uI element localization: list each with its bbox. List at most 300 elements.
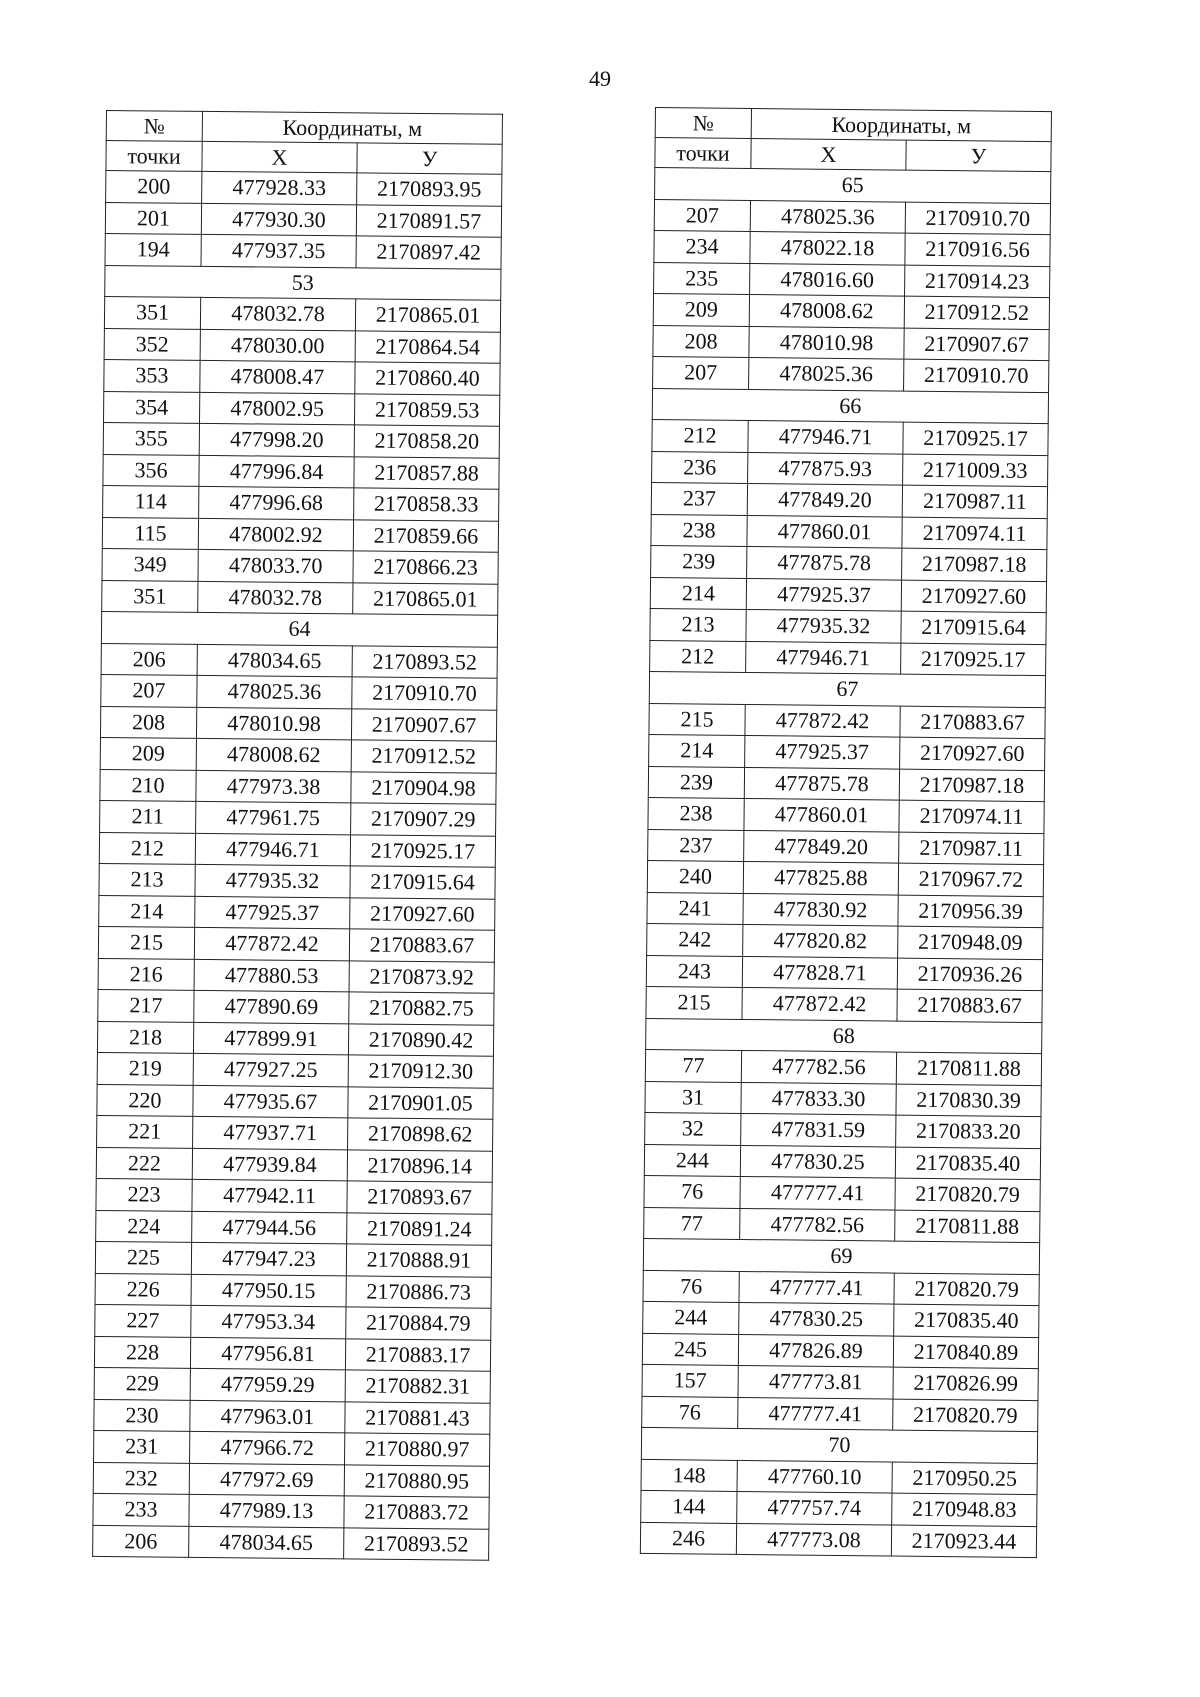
point-number-cell: 77 <box>645 1049 741 1082</box>
x-coordinate-cell: 477942.11 <box>192 1179 347 1212</box>
point-number-cell: 218 <box>97 1021 193 1053</box>
table-row <box>640 1522 1036 1558</box>
x-header: Х <box>751 139 906 171</box>
table-row <box>650 608 1046 644</box>
table-body <box>640 168 1051 1558</box>
point-number-cell: 206 <box>93 1525 189 1557</box>
table-row <box>644 1207 1040 1243</box>
x-coordinate-cell: 477939.84 <box>192 1148 347 1181</box>
y-coordinate-cell: 2170881.43 <box>345 1401 490 1434</box>
point-number-cell: 215 <box>649 703 745 736</box>
y-coordinate-cell: 2170950.25 <box>892 1462 1037 1495</box>
table-row <box>654 199 1050 235</box>
y-coordinate-cell: 2170893.52 <box>344 1527 489 1560</box>
point-number-cell: 215 <box>98 926 194 958</box>
point-number-cell: 76 <box>643 1270 739 1303</box>
x-coordinate-cell: 477826.89 <box>738 1334 893 1367</box>
point-number-cell: 212 <box>652 419 748 452</box>
point-number-cell: 224 <box>96 1210 192 1242</box>
y-coordinate-cell: 2170910.70 <box>905 202 1050 235</box>
x-coordinate-cell: 478025.36 <box>749 357 904 390</box>
point-number-cell: 213 <box>650 608 746 641</box>
point-number-cell: 234 <box>654 230 750 263</box>
y-coordinate-cell: 2170888.91 <box>346 1244 491 1277</box>
x-coordinate-cell: 477953.34 <box>191 1305 346 1338</box>
x-coordinate-cell: 477935.32 <box>195 864 350 897</box>
point-number-cell: 227 <box>95 1304 191 1336</box>
point-number-cell: 228 <box>94 1336 190 1368</box>
section-label: 68 <box>646 1018 1042 1054</box>
x-coordinate-cell: 477833.30 <box>741 1082 896 1115</box>
x-coordinate-cell: 477998.20 <box>199 423 354 456</box>
section-label: 70 <box>641 1427 1037 1463</box>
table-row <box>643 1270 1039 1306</box>
table-row <box>651 545 1047 581</box>
y-coordinate-cell: 2170880.97 <box>345 1433 490 1466</box>
table-row <box>647 860 1043 896</box>
point-number-cell: 220 <box>97 1084 193 1116</box>
x-coordinate-cell: 477880.53 <box>194 959 349 992</box>
table-row <box>104 391 500 426</box>
y-header: У <box>906 140 1051 172</box>
table-row <box>654 230 1050 266</box>
y-coordinate-cell: 2170907.67 <box>351 708 496 741</box>
y-coordinate-cell: 2170865.01 <box>353 582 498 615</box>
point-number-cell: 241 <box>647 892 743 925</box>
point-number-header-line2: точки <box>106 141 202 172</box>
x-coordinate-cell: 478034.65 <box>189 1526 344 1559</box>
point-number-cell: 211 <box>100 800 196 832</box>
table-row <box>96 1210 492 1245</box>
point-number-cell: 239 <box>648 766 744 799</box>
x-coordinate-cell: 477996.84 <box>199 455 354 488</box>
point-number-cell: 157 <box>642 1364 738 1397</box>
y-coordinate-cell: 2170956.39 <box>898 895 1043 928</box>
point-number-cell: 352 <box>104 328 200 360</box>
y-coordinate-cell: 2170859.53 <box>354 393 499 426</box>
x-coordinate-cell: 478008.47 <box>200 360 355 393</box>
x-coordinate-cell: 477989.13 <box>189 1494 344 1527</box>
table-row <box>646 955 1042 991</box>
x-coordinate-cell: 477872.42 <box>745 704 900 737</box>
section-row <box>652 388 1048 424</box>
point-number-cell: 216 <box>98 958 194 990</box>
table-row <box>648 829 1044 865</box>
point-number-cell: 76 <box>642 1396 738 1429</box>
x-coordinate-cell: 478032.78 <box>198 581 353 614</box>
y-coordinate-cell: 2170987.18 <box>902 548 1047 581</box>
y-coordinate-cell: 2170884.79 <box>346 1307 491 1340</box>
point-number-cell: 238 <box>648 797 744 830</box>
point-number-cell: 353 <box>104 359 200 391</box>
point-number-cell: 354 <box>104 391 200 423</box>
y-coordinate-cell: 2170882.31 <box>345 1370 490 1403</box>
x-coordinate-cell: 477946.71 <box>746 641 901 674</box>
y-coordinate-cell: 2170883.67 <box>349 929 494 962</box>
y-coordinate-cell: 2170883.67 <box>900 706 1045 739</box>
x-coordinate-cell: 477825.88 <box>743 861 898 894</box>
y-coordinate-cell: 2170833.20 <box>896 1115 1041 1148</box>
point-number-cell: 351 <box>102 580 198 612</box>
y-coordinate-cell: 2170914.23 <box>905 265 1050 298</box>
table-row <box>97 1052 493 1087</box>
table-row <box>95 1273 491 1308</box>
y-coordinate-cell: 2170858.33 <box>354 488 499 521</box>
section-row <box>105 265 501 300</box>
point-number-cell: 239 <box>651 545 747 578</box>
x-coordinate-cell: 477777.41 <box>740 1176 895 1209</box>
point-number-cell: 213 <box>99 863 195 895</box>
table-row <box>94 1336 490 1371</box>
x-coordinate-cell: 478008.62 <box>196 738 351 771</box>
point-number-cell: 236 <box>652 451 748 484</box>
table-row <box>646 986 1042 1022</box>
table-row <box>652 419 1048 455</box>
x-coordinate-cell: 477890.69 <box>194 990 349 1023</box>
table-row <box>97 1084 493 1119</box>
coordinates-header: Координаты, м <box>202 111 502 144</box>
y-coordinate-cell: 2170987.11 <box>899 832 1044 865</box>
point-number-cell: 222 <box>96 1147 192 1179</box>
point-number-cell: 214 <box>649 734 745 767</box>
y-coordinate-cell: 2170883.72 <box>344 1496 489 1529</box>
x-coordinate-cell: 478025.36 <box>197 675 352 708</box>
point-number-cell: 200 <box>106 171 202 203</box>
table-row <box>645 1049 1041 1085</box>
table-row <box>647 892 1043 928</box>
y-coordinate-cell: 2170859.66 <box>353 519 498 552</box>
table-row <box>651 482 1047 518</box>
table-row <box>653 325 1049 361</box>
y-coordinate-cell: 2170866.23 <box>353 551 498 584</box>
point-number-cell: 208 <box>100 706 196 738</box>
x-coordinate-cell: 477860.01 <box>744 798 899 831</box>
x-coordinate-cell: 478034.65 <box>197 644 352 677</box>
y-coordinate-cell: 2170915.64 <box>901 611 1046 644</box>
y-coordinate-cell: 2170904.98 <box>351 771 496 804</box>
table-row <box>642 1396 1038 1432</box>
x-coordinate-cell: 477925.37 <box>746 578 901 611</box>
table-header <box>106 111 503 175</box>
point-number-cell: 76 <box>644 1175 740 1208</box>
table-row <box>93 1493 489 1528</box>
table-row <box>641 1490 1037 1526</box>
table-row <box>644 1175 1040 1211</box>
point-number-cell: 237 <box>648 829 744 862</box>
point-number-cell: 221 <box>97 1115 193 1147</box>
point-number-cell: 77 <box>644 1207 740 1240</box>
point-number-cell: 230 <box>94 1399 190 1431</box>
y-coordinate-cell: 2170907.67 <box>904 328 1049 361</box>
x-coordinate-cell: 477820.82 <box>743 924 898 957</box>
y-coordinate-cell: 2170967.72 <box>898 863 1043 896</box>
x-coordinate-cell: 478002.95 <box>199 392 354 425</box>
section-row <box>643 1238 1039 1274</box>
point-number-cell: 209 <box>653 293 749 326</box>
table-row <box>94 1430 490 1465</box>
table-row <box>102 580 498 615</box>
table-row <box>105 202 501 237</box>
table-row <box>96 1178 492 1213</box>
x-coordinate-cell: 477946.71 <box>748 420 903 453</box>
table-row <box>98 989 494 1024</box>
table-row <box>94 1399 490 1434</box>
y-coordinate-cell: 2171009.33 <box>903 454 1048 487</box>
section-row <box>646 1018 1042 1054</box>
y-coordinate-cell: 2170811.88 <box>896 1052 1041 1085</box>
y-coordinate-cell: 2170912.30 <box>348 1055 493 1088</box>
x-coordinate-cell: 477927.25 <box>193 1053 348 1086</box>
y-coordinate-cell: 2170925.17 <box>350 834 495 867</box>
point-number-cell: 219 <box>97 1052 193 1084</box>
x-coordinate-cell: 477944.56 <box>192 1211 347 1244</box>
table-row <box>100 769 496 804</box>
y-coordinate-cell: 2170910.70 <box>904 359 1049 392</box>
y-coordinate-cell: 2170948.83 <box>892 1493 1037 1526</box>
y-coordinate-cell: 2170864.54 <box>355 330 500 363</box>
x-coordinate-cell: 477777.41 <box>739 1271 894 1304</box>
coordinates-table-right <box>640 107 1052 1558</box>
x-coordinate-cell: 477966.72 <box>190 1431 345 1464</box>
table-row <box>104 296 500 331</box>
y-coordinate-cell: 2170835.40 <box>895 1147 1040 1180</box>
x-coordinate-cell: 477777.41 <box>738 1397 893 1430</box>
point-number-cell: 225 <box>95 1241 191 1273</box>
table-row <box>98 926 494 961</box>
x-coordinate-cell: 478008.62 <box>749 295 904 328</box>
point-number-cell: 215 <box>646 986 742 1019</box>
point-number-cell: 240 <box>647 860 743 893</box>
table-row <box>96 1147 492 1182</box>
table-row <box>103 485 499 520</box>
section-row <box>101 611 497 646</box>
point-number-cell: 235 <box>654 262 750 295</box>
coordinates-table-left <box>92 110 503 1561</box>
table-row <box>93 1525 489 1560</box>
table-row <box>104 359 500 394</box>
table-row <box>641 1459 1037 1495</box>
point-number-cell: 209 <box>100 737 196 769</box>
y-coordinate-cell: 2170916.56 <box>905 233 1050 266</box>
x-coordinate-cell: 478010.98 <box>749 326 904 359</box>
point-number-cell: 207 <box>654 199 750 232</box>
x-coordinate-cell: 477935.67 <box>193 1085 348 1118</box>
y-coordinate-cell: 2170820.79 <box>893 1399 1038 1432</box>
x-coordinate-cell: 478010.98 <box>196 707 351 740</box>
x-coordinate-cell: 477773.81 <box>738 1365 893 1398</box>
point-number-cell: 212 <box>650 640 746 673</box>
x-coordinate-cell: 477830.25 <box>740 1145 895 1178</box>
table-row <box>99 863 495 898</box>
y-coordinate-cell: 2170927.60 <box>900 737 1045 770</box>
point-number-cell: 214 <box>650 577 746 610</box>
y-coordinate-cell: 2170820.79 <box>895 1178 1040 1211</box>
point-number-cell: 242 <box>647 923 743 956</box>
table-row <box>103 422 499 457</box>
point-number-cell: 351 <box>104 296 200 328</box>
y-coordinate-cell: 2170865.01 <box>355 299 500 332</box>
y-coordinate-cell: 2170858.20 <box>354 425 499 458</box>
table-row <box>98 958 494 993</box>
section-label: 69 <box>643 1238 1039 1274</box>
table-row <box>94 1367 490 1402</box>
point-number-cell: 244 <box>644 1144 740 1177</box>
y-coordinate-cell: 2170826.99 <box>893 1367 1038 1400</box>
section-row <box>649 671 1045 707</box>
x-coordinate-cell: 477849.20 <box>747 483 902 516</box>
y-coordinate-cell: 2170890.42 <box>348 1023 493 1056</box>
table-row <box>650 577 1046 613</box>
y-coordinate-cell: 2170893.95 <box>357 173 502 206</box>
y-coordinate-cell: 2170898.62 <box>348 1118 493 1151</box>
section-row <box>641 1427 1037 1463</box>
section-label: 65 <box>655 168 1051 204</box>
x-coordinate-cell: 477760.10 <box>737 1460 892 1493</box>
point-number-cell: 244 <box>643 1301 739 1334</box>
y-coordinate-cell: 2170811.88 <box>895 1210 1040 1243</box>
y-coordinate-cell: 2170883.67 <box>897 989 1042 1022</box>
y-header: У <box>357 143 502 174</box>
table-row <box>645 1081 1041 1117</box>
table-row <box>644 1144 1040 1180</box>
table-row <box>97 1115 493 1150</box>
point-number-cell: 201 <box>105 202 201 234</box>
point-number-header-line1: № <box>106 111 202 142</box>
x-coordinate-cell: 477950.15 <box>191 1274 346 1307</box>
x-coordinate-cell: 477773.08 <box>736 1523 891 1556</box>
x-coordinate-cell: 477935.32 <box>746 609 901 642</box>
y-coordinate-cell: 2170860.40 <box>355 362 500 395</box>
point-number-cell: 226 <box>95 1273 191 1305</box>
table-row <box>648 797 1044 833</box>
x-coordinate-cell: 477782.56 <box>741 1050 896 1083</box>
y-coordinate-cell: 2170923.44 <box>891 1525 1036 1558</box>
table-row <box>649 734 1045 770</box>
y-coordinate-cell: 2170912.52 <box>904 296 1049 329</box>
y-coordinate-cell: 2170857.88 <box>354 456 499 489</box>
x-coordinate-cell: 477963.01 <box>190 1400 345 1433</box>
table-row <box>102 548 498 583</box>
table-row <box>97 1021 493 1056</box>
x-coordinate-cell: 477875.78 <box>747 546 902 579</box>
point-number-cell: 246 <box>640 1522 736 1555</box>
table-row <box>105 233 501 268</box>
table-row <box>651 514 1047 550</box>
point-number-header-line1: № <box>655 108 751 139</box>
table-row <box>643 1301 1039 1337</box>
point-number-cell: 144 <box>641 1490 737 1523</box>
table-row <box>101 674 497 709</box>
x-coordinate-cell: 477875.93 <box>748 452 903 485</box>
point-number-cell: 232 <box>93 1462 189 1494</box>
coordinates-header: Координаты, м <box>751 109 1051 142</box>
y-coordinate-cell: 2170880.95 <box>344 1464 489 1497</box>
table-row <box>642 1333 1038 1369</box>
x-coordinate-cell: 477928.33 <box>202 171 357 204</box>
x-coordinate-cell: 477925.37 <box>195 896 350 929</box>
point-number-header-line2: точки <box>655 138 751 169</box>
x-coordinate-cell: 477828.71 <box>742 956 897 989</box>
table-row <box>99 832 495 867</box>
x-coordinate-cell: 477961.75 <box>196 801 351 834</box>
y-coordinate-cell: 2170830.39 <box>896 1084 1041 1117</box>
y-coordinate-cell: 2170927.60 <box>901 580 1046 613</box>
point-number-cell: 223 <box>96 1178 192 1210</box>
y-coordinate-cell: 2170891.24 <box>347 1212 492 1245</box>
x-coordinate-cell: 477973.38 <box>196 770 351 803</box>
point-number-cell: 229 <box>94 1367 190 1399</box>
x-coordinate-cell: 477831.59 <box>741 1113 896 1146</box>
x-coordinate-cell: 477757.74 <box>737 1491 892 1524</box>
y-coordinate-cell: 2170840.89 <box>893 1336 1038 1369</box>
x-coordinate-cell: 477849.20 <box>744 830 899 863</box>
x-coordinate-cell: 477830.92 <box>743 893 898 926</box>
point-number-cell: 243 <box>646 955 742 988</box>
y-coordinate-cell: 2170974.11 <box>899 800 1044 833</box>
table-row <box>648 766 1044 802</box>
x-coordinate-cell: 477937.71 <box>193 1116 348 1149</box>
section-label: 64 <box>101 611 497 646</box>
table-row <box>645 1112 1041 1148</box>
table-row <box>95 1304 491 1339</box>
table-row <box>649 703 1045 739</box>
table-row <box>647 923 1043 959</box>
point-number-cell: 148 <box>641 1459 737 1492</box>
y-coordinate-cell: 2170927.60 <box>350 897 495 930</box>
x-header: Х <box>202 141 357 172</box>
point-number-cell: 208 <box>653 325 749 358</box>
x-coordinate-cell: 477946.71 <box>195 833 350 866</box>
point-number-cell: 207 <box>653 356 749 389</box>
table-row <box>100 800 496 835</box>
point-number-cell: 214 <box>99 895 195 927</box>
x-coordinate-cell: 477937.35 <box>201 234 356 267</box>
section-label: 67 <box>649 671 1045 707</box>
y-coordinate-cell: 2170896.14 <box>347 1149 492 1182</box>
x-coordinate-cell: 477947.23 <box>191 1242 346 1275</box>
y-coordinate-cell: 2170907.29 <box>351 803 496 836</box>
y-coordinate-cell: 2170882.75 <box>349 992 494 1025</box>
table-row <box>100 737 496 772</box>
table-row <box>654 262 1050 298</box>
x-coordinate-cell: 478033.70 <box>198 549 353 582</box>
x-coordinate-cell: 477830.25 <box>739 1302 894 1335</box>
x-coordinate-cell: 477959.29 <box>190 1368 345 1401</box>
point-number-cell: 206 <box>101 643 197 675</box>
point-number-cell: 210 <box>100 769 196 801</box>
point-number-cell: 233 <box>93 1493 189 1525</box>
x-coordinate-cell: 478016.60 <box>750 263 905 296</box>
x-coordinate-cell: 478022.18 <box>750 232 905 265</box>
x-coordinate-cell: 478030.00 <box>200 329 355 362</box>
table-row <box>642 1364 1038 1400</box>
y-coordinate-cell: 2170948.09 <box>898 926 1043 959</box>
page-number: 49 <box>589 66 611 91</box>
y-coordinate-cell: 2170936.26 <box>897 958 1042 991</box>
point-number-cell: 349 <box>102 548 198 580</box>
table-header <box>655 108 1052 172</box>
y-coordinate-cell: 2170925.17 <box>901 643 1046 676</box>
y-coordinate-cell: 2170891.57 <box>356 204 501 237</box>
x-coordinate-cell: 477956.81 <box>190 1337 345 1370</box>
point-number-cell: 212 <box>99 832 195 864</box>
x-coordinate-cell: 477872.42 <box>194 927 349 960</box>
y-coordinate-cell: 2170886.73 <box>346 1275 491 1308</box>
y-coordinate-cell: 2170901.05 <box>348 1086 493 1119</box>
y-coordinate-cell: 2170897.42 <box>356 236 501 269</box>
y-coordinate-cell: 2170893.52 <box>352 645 497 678</box>
y-coordinate-cell: 2170835.40 <box>894 1304 1039 1337</box>
